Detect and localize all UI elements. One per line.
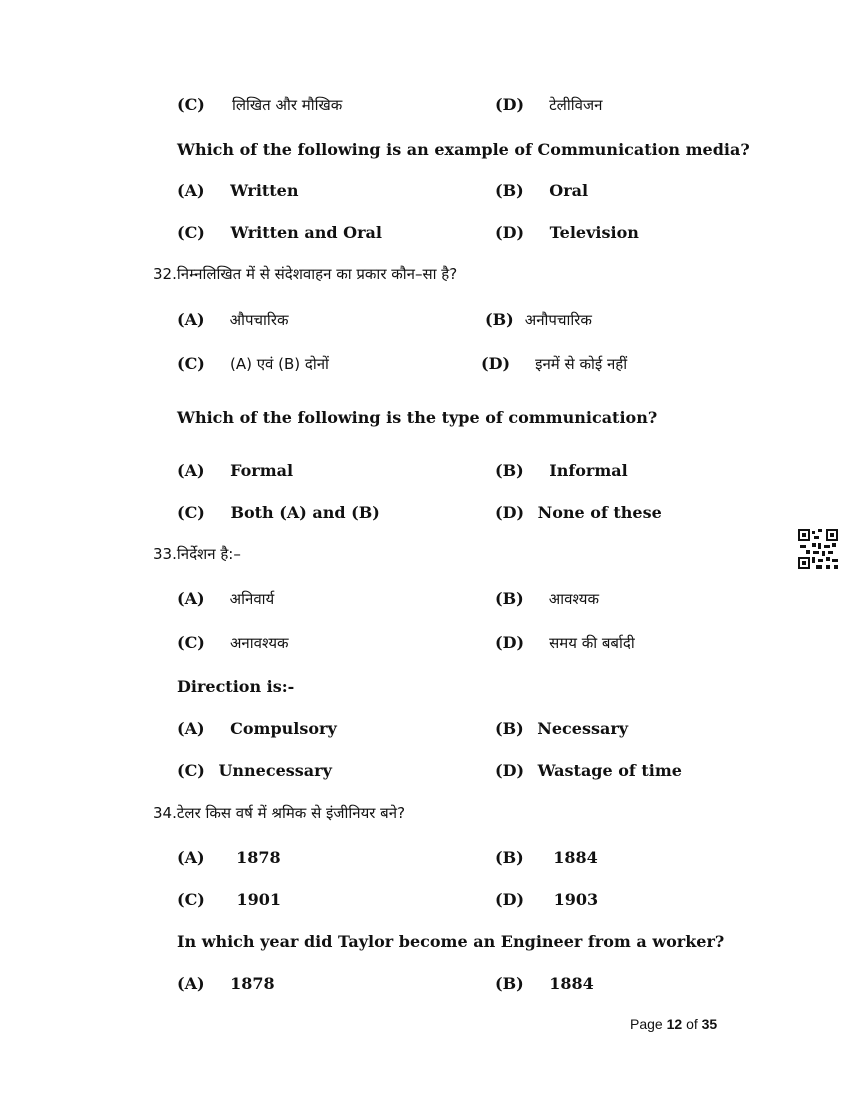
question-text: 32.निम्नलिखित में से संदेशवाहन का प्रकार कौन–सा है? (153, 265, 458, 283)
option-label: (B) (485, 310, 514, 329)
option-text: Television (549, 223, 639, 242)
option-text: अनौपचारिक (524, 311, 592, 329)
option-row (495, 461, 628, 481)
option-label: (D) (495, 761, 525, 780)
option-label: (A) (177, 589, 205, 608)
option-row (177, 95, 342, 115)
option-row (495, 761, 682, 781)
option-label: (C) (177, 503, 205, 522)
option-label: (A) (177, 848, 205, 867)
option-text: Formal (230, 461, 294, 480)
option-row (495, 848, 598, 868)
qr-code-icon (798, 529, 838, 569)
option-row (481, 354, 627, 374)
option-text: अनावश्यक (229, 634, 289, 652)
question-text: Which of the following is the type of communication? (177, 408, 658, 427)
question-text: In which year did Taylor become an Engineer from a worker? (177, 932, 725, 951)
option-text: Written (230, 181, 299, 200)
option-text: Oral (549, 181, 589, 200)
page-of: of (686, 1016, 698, 1032)
option-text: None of these (537, 503, 662, 522)
option-row (495, 890, 598, 910)
page-prefix: Page (630, 1016, 663, 1032)
option-text: 1884 (553, 848, 598, 867)
option-text: अनिवार्य (229, 590, 275, 608)
option-text: Written and Oral (230, 223, 382, 242)
option-label: (D) (495, 95, 525, 114)
option-row (177, 890, 281, 910)
option-row (485, 310, 592, 330)
total-pages: 35 (701, 1016, 718, 1032)
option-label: (A) (177, 181, 205, 200)
option-row (495, 181, 588, 201)
option-text: औपचारिक (229, 311, 289, 329)
option-text: टेलीविजन (549, 96, 603, 114)
option-row (177, 181, 299, 201)
question-text: 33.निर्देशन है:– (153, 545, 241, 563)
option-row (495, 95, 602, 115)
option-label: (A) (177, 461, 205, 480)
option-label: (B) (495, 589, 524, 608)
option-text: 1901 (236, 890, 281, 909)
option-row (177, 848, 281, 868)
option-row (177, 589, 274, 609)
option-label: (D) (495, 890, 525, 909)
option-text: Informal (549, 461, 628, 480)
option-label: (D) (495, 503, 525, 522)
option-label: (D) (495, 633, 525, 652)
option-row (177, 761, 332, 781)
option-row (495, 589, 599, 609)
option-row (177, 461, 293, 481)
option-text: 1878 (230, 974, 275, 993)
option-row (495, 719, 628, 739)
option-row (495, 633, 635, 653)
option-text: 1884 (549, 974, 594, 993)
option-text: Both (A) and (B) (230, 503, 380, 522)
option-label: (B) (495, 461, 524, 480)
option-text: लिखित और मौखिक (231, 96, 343, 114)
question-text: 34.टेलर किस वर्ष में श्रमिक से इंजीनियर बने? (153, 804, 406, 822)
option-label: (C) (177, 633, 205, 652)
option-row (177, 310, 288, 330)
option-row (177, 974, 275, 994)
option-row (177, 633, 289, 653)
option-label: (A) (177, 974, 205, 993)
option-row (495, 223, 639, 243)
option-text: Wastage of time (537, 761, 682, 780)
option-label: (B) (495, 848, 524, 867)
option-label: (A) (177, 310, 205, 329)
option-text: 1878 (236, 848, 281, 867)
option-label: (B) (495, 974, 524, 993)
page-number (630, 1016, 717, 1032)
option-row (495, 974, 594, 994)
option-label: (C) (177, 761, 205, 780)
question-text: Direction is:- (177, 677, 295, 696)
option-text: Necessary (537, 719, 629, 738)
option-row (495, 503, 662, 523)
option-label: (B) (495, 719, 524, 738)
option-label: (D) (481, 354, 511, 373)
option-text: समय की बर्बादी (549, 634, 635, 652)
option-text: आवश्यक (548, 590, 600, 608)
option-label: (C) (177, 354, 205, 373)
option-row (177, 354, 329, 374)
option-text: इनमें से कोई नहीं (535, 355, 628, 373)
option-label: (A) (177, 719, 205, 738)
option-row (177, 503, 380, 523)
current-page: 12 (666, 1016, 683, 1032)
option-label: (D) (495, 223, 525, 242)
option-label: (C) (177, 890, 205, 909)
option-row (177, 719, 337, 739)
option-label: (C) (177, 95, 205, 114)
option-text: Compulsory (230, 719, 337, 738)
option-text: (A) एवं (B) दोनों (229, 355, 329, 373)
option-text: 1903 (553, 890, 599, 909)
question-text: Which of the following is an example of Communication media? (177, 140, 750, 159)
option-row (177, 223, 382, 243)
option-text: Unnecessary (218, 761, 332, 780)
option-label: (C) (177, 223, 205, 242)
option-label: (B) (495, 181, 524, 200)
